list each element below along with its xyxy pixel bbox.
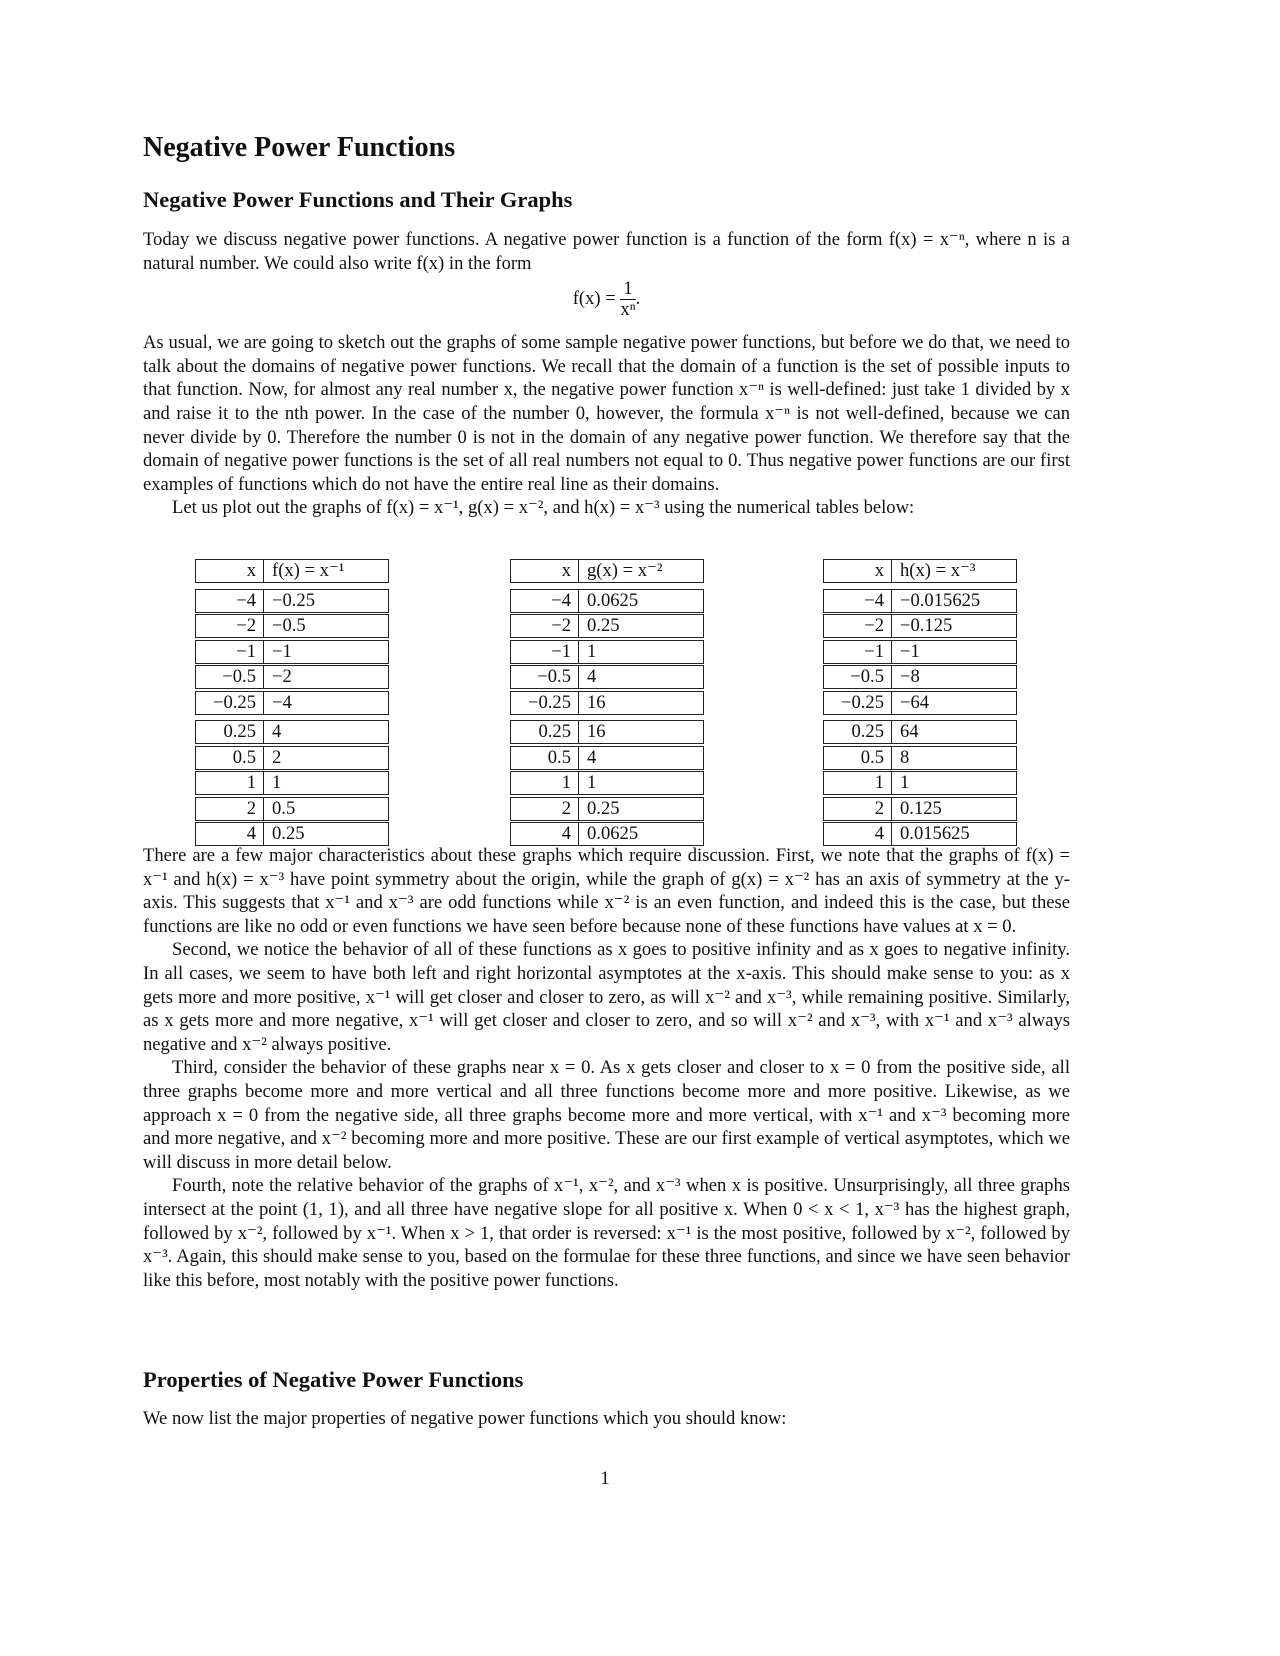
table-row — [823, 691, 1017, 715]
y-cell: 0.125 — [900, 797, 942, 819]
value-table — [195, 559, 389, 848]
y-cell: −0.015625 — [900, 589, 981, 611]
x-cell: 0.25 — [824, 721, 892, 743]
table-row — [823, 771, 1017, 795]
x-cell: 4 — [196, 823, 264, 845]
table-row — [510, 691, 704, 715]
table-row — [195, 614, 389, 638]
x-cell: −2 — [824, 615, 892, 637]
x-cell: x — [511, 560, 579, 582]
table-row — [195, 691, 389, 715]
x-cell: −1 — [824, 641, 892, 663]
y-cell: 0.015625 — [900, 823, 970, 844]
x-cell: 2 — [196, 798, 264, 820]
y-cell: −8 — [900, 666, 920, 687]
x-cell: x — [824, 560, 892, 582]
y-cell: 16 — [587, 721, 606, 742]
x-cell: 0.25 — [196, 721, 264, 743]
equation-end: . — [635, 287, 641, 309]
x-cell: −0.5 — [511, 666, 579, 688]
x-cell: −0.5 — [824, 666, 892, 688]
x-cell: −0.25 — [511, 692, 579, 714]
x-cell: 4 — [511, 823, 579, 845]
denominator: xⁿ — [620, 299, 636, 321]
value-table — [823, 559, 1017, 848]
table-row — [195, 822, 389, 846]
table-row — [195, 640, 389, 664]
table-row — [510, 589, 704, 613]
table-row — [195, 589, 389, 613]
x-cell: 1 — [511, 772, 579, 794]
table-row — [510, 665, 704, 689]
x-cell: −0.25 — [824, 692, 892, 714]
page-number: 1 — [600, 1468, 610, 1489]
y-cell: −1 — [900, 640, 920, 662]
y-cell: −4 — [272, 691, 292, 713]
table-header-row — [823, 559, 1017, 583]
x-cell: −4 — [824, 590, 892, 612]
y-cell: 1 — [900, 772, 910, 793]
y-cell: −1 — [272, 640, 292, 662]
paragraph: There are a few major characteristics about these graphs which require discussion. First, we note that the graphs of f(x) = x⁻¹ and h(x) = x⁻³ have point symmetry about the origin, while the graph of g(x) = x⁻² has an axis of symmetry at the y-axis. This suggests that x⁻¹ and x⁻³ are odd functions while x⁻² is an even function, and indeed this is the case, but these functions are like no odd or even functions we have seen before because none of these functions have values at x = 0. — [143, 845, 1070, 937]
y-cell: 16 — [587, 691, 606, 713]
table-row — [823, 720, 1017, 744]
x-cell: −2 — [196, 615, 264, 637]
paragraph: Today we discuss negative power functions. A negative power function is a function of the form f(x) = x⁻ⁿ, where n is a natural number. We could also write f(x) in the form — [143, 229, 1070, 274]
x-cell: 0.5 — [824, 747, 892, 769]
y-cell: −0.5 — [272, 615, 306, 636]
paragraph: As usual, we are going to sketch out the graphs of some sample negative power functions, but before we do that, we need to talk about the domains of negative power functions. We recall that the domain of a function is the set of possible inputs to that function. Now, for almost any real number x, the negative power function x⁻ⁿ is well-defined: just take 1 divided by x and raise it to the nth power. In the case of the number 0, however, the formula x⁻ⁿ is not well-defined, because we can never divide by 0. Therefore the number 0 is not in the domain of any negative power function. We therefore say that the domain of negative power functions is the set of all real numbers not equal to 0. Thus negative power functions are our first examples of functions which do not have the entire real line as their domains. — [143, 332, 1070, 495]
table-row — [510, 614, 704, 638]
table-row — [195, 720, 389, 744]
table-row — [823, 665, 1017, 689]
x-cell: −4 — [511, 590, 579, 612]
table-row — [823, 640, 1017, 664]
x-cell: −0.25 — [196, 692, 264, 714]
y-cell: 8 — [900, 746, 910, 768]
table-row — [823, 822, 1017, 846]
table-row — [510, 771, 704, 795]
x-cell: 2 — [511, 798, 579, 820]
x-cell: −4 — [196, 590, 264, 612]
table-row — [195, 746, 389, 770]
table-row — [510, 746, 704, 770]
table-row — [510, 640, 704, 664]
y-cell: 4 — [587, 666, 597, 687]
table-row — [823, 797, 1017, 821]
paragraph: Second, we notice the behavior of all of these functions as x goes to positive infinity and as x goes to negative infinity. In all cases, we seem to have both left and right horizontal asymptotes at the x-axis. This should make sense to you: as x gets more and more positive, x⁻¹ will get closer and closer to zero, as will x⁻² and x⁻³, while remaining positive. Similarly, as x gets more and more negative, x⁻¹ will get closer and closer to zero, and so will x⁻² and x⁻³, with x⁻¹ and x⁻³ always negative and x⁻² always positive. — [143, 939, 1070, 1055]
y-cell: 0.25 — [587, 615, 620, 636]
y-cell: 0.25 — [587, 797, 620, 819]
equation-lhs: f(x) = — [572, 287, 616, 309]
y-cell: −0.125 — [900, 615, 953, 636]
x-cell: 0.5 — [196, 747, 264, 769]
y-cell: −64 — [900, 691, 930, 713]
y-cell: 1 — [272, 772, 282, 793]
section-heading-graphs: Negative Power Functions and Their Graphs — [143, 187, 573, 212]
paragraph: We now list the major properties of negative power functions which you should know: — [143, 1408, 787, 1429]
y-cell: 0.0625 — [587, 589, 639, 611]
x-cell: −2 — [511, 615, 579, 637]
y-cell: g(x) = x⁻² — [587, 560, 663, 581]
intro-block — [143, 228, 1070, 520]
y-cell: 0.0625 — [587, 823, 639, 844]
table-row — [823, 746, 1017, 770]
paragraph: Fourth, note the relative behavior of the graphs of x⁻¹, x⁻², and x⁻³ when x is positive. Unsurprisingly, all three graphs intersect at the point (1, 1), and all three have negative slope for all positive x. When 0 < x < 1, x⁻³ has the highest graph, followed by x⁻², followed by x⁻¹. When x > 1, that order is reversed: x⁻¹ is the most positive, followed by x⁻², followed by x⁻³. Again, this should make sense to you, based on the formulae for these three functions, and since we have seen behavior like this before, most notably with the positive power functions. — [143, 1175, 1070, 1291]
table-row — [823, 614, 1017, 638]
y-cell: 4 — [272, 721, 282, 742]
discussion-block — [143, 844, 1070, 1292]
y-cell: 64 — [900, 721, 919, 742]
y-cell: 1 — [587, 640, 597, 662]
x-cell: 1 — [196, 772, 264, 794]
y-cell: −2 — [272, 666, 292, 687]
value-tables — [195, 559, 1018, 844]
display-equation — [143, 279, 1070, 327]
table-row — [195, 797, 389, 821]
paragraph: Third, consider the behavior of these graphs near x = 0. As x gets closer and closer to x = 0 from the positive side, all three graphs become more and more vertical and all three functions become more and more positive. Likewise, as we approach x = 0 from the negative side, all three graphs become more and more vertical, with x⁻¹ and x⁻³ becoming more and more negative, and x⁻² becoming more and more positive. These are our first example of vertical asymptotes, which we will discuss in more detail below. — [143, 1057, 1070, 1173]
table-row — [510, 720, 704, 744]
y-cell: 4 — [587, 746, 597, 768]
table-row — [195, 665, 389, 689]
y-cell: 0.5 — [272, 797, 296, 819]
x-cell: 0.25 — [511, 721, 579, 743]
section-heading-properties: Properties of Negative Power Functions — [143, 1367, 524, 1392]
x-cell: 0.5 — [511, 747, 579, 769]
x-cell: 1 — [824, 772, 892, 794]
x-cell: −0.5 — [196, 666, 264, 688]
numerator: 1 — [620, 279, 635, 300]
y-cell: −0.25 — [272, 589, 316, 611]
x-cell: −1 — [196, 641, 264, 663]
y-cell: f(x) = x⁻¹ — [272, 560, 345, 581]
value-table — [510, 559, 704, 848]
table-header-row — [195, 559, 389, 583]
table-row — [823, 589, 1017, 613]
table-row — [510, 797, 704, 821]
table-row — [510, 822, 704, 846]
x-cell: x — [196, 560, 264, 582]
x-cell: 2 — [824, 798, 892, 820]
table-row — [195, 771, 389, 795]
y-cell: 1 — [587, 772, 597, 793]
fraction — [620, 279, 635, 320]
x-cell: 4 — [824, 823, 892, 845]
y-cell: 0.25 — [272, 823, 305, 844]
x-cell: −1 — [511, 641, 579, 663]
table-header-row — [510, 559, 704, 583]
paragraph: Let us plot out the graphs of f(x) = x⁻¹, g(x) = x⁻², and h(x) = x⁻³ using the numerical tables below: — [172, 497, 915, 519]
page-title: Negative Power Functions — [143, 132, 456, 163]
y-cell: h(x) = x⁻³ — [900, 560, 976, 581]
y-cell: 2 — [272, 746, 282, 768]
